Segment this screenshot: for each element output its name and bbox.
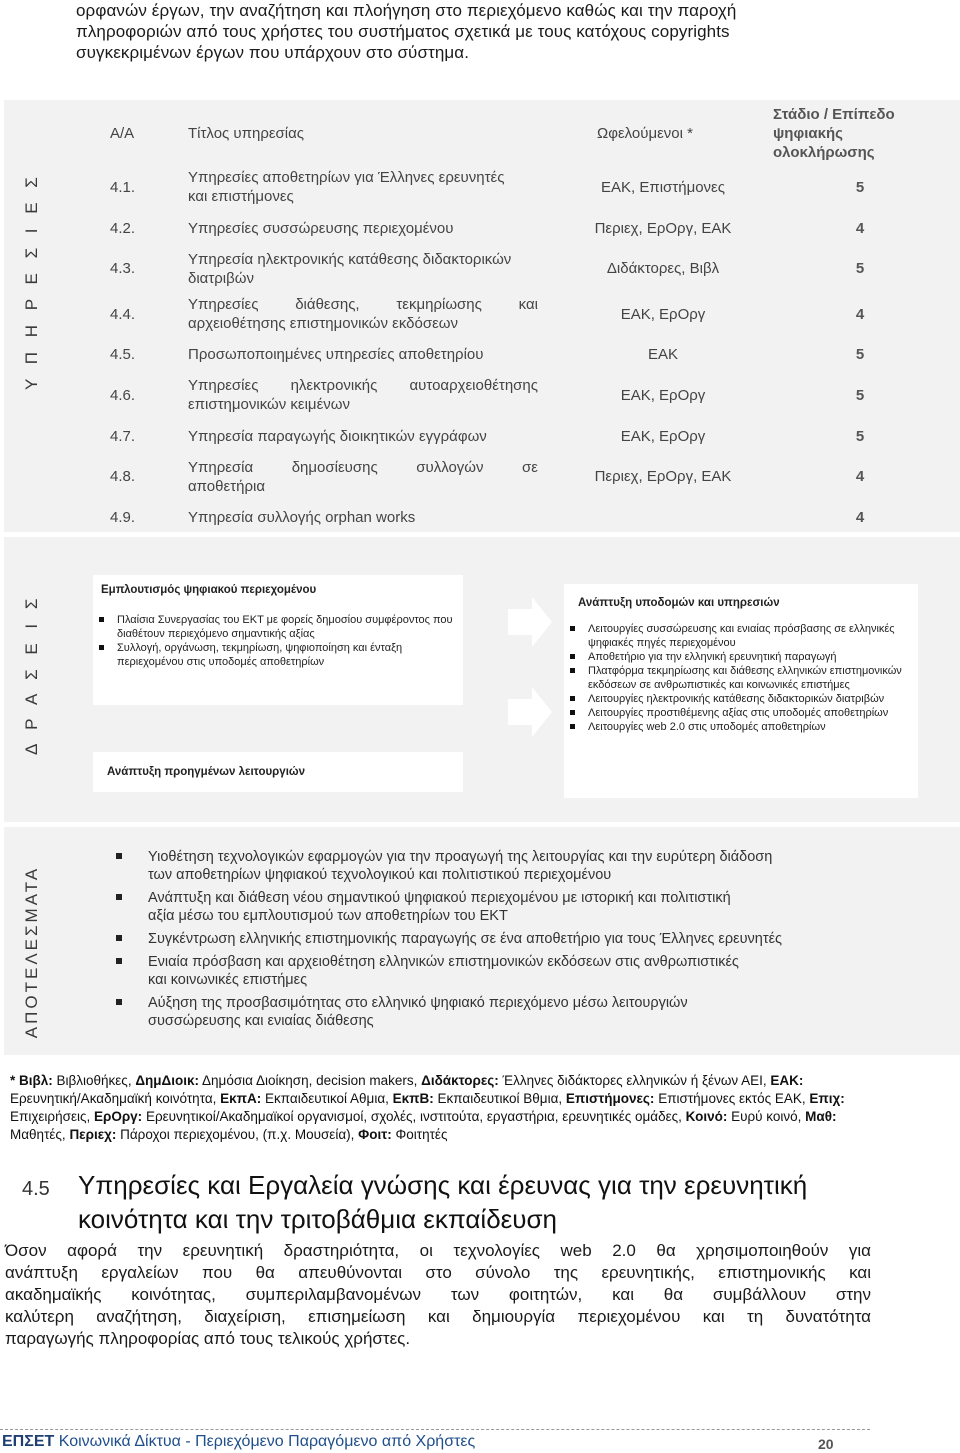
footer-title: Κοινωνικά Δίκτυα - Περιεχόμενο Παραγόμενο από Χρήστες (58, 1433, 476, 1450)
arrow-right-icon (508, 687, 552, 737)
row-stage: 5 (855, 428, 865, 445)
result-item: Συγκέντρωση ελληνικής επιστημονικής παραγωγής σε ένα αποθετήριο για τους Έλληνες ερευνητές (110, 930, 930, 948)
row-stage: 4 (855, 220, 865, 237)
header-title: Τίτλος υπηρεσίας (188, 125, 305, 142)
infrastructure-item: Λειτουργίες web 2.0 στις υποδομές αποθετηρίων (564, 720, 918, 734)
row-num: 4.4. (110, 306, 136, 323)
row-title: Υπηρεσίες συσσώρευσης περιεχομένου (188, 220, 454, 237)
enrichment-heading-box (93, 575, 463, 605)
infrastructure-item: Λειτουργίες συσσώρευσης και ενιαίας πρόσβασης σε ελληνικές ψηφιακές πηγές περιεχομένου (564, 622, 918, 650)
abbreviations-footnote: * Βιβλ: Βιβλιοθήκες, ΔημΔιοικ: Δημόσια Διοίκηση, decision makers, Διδάκτορες: Έλληνες διδάκτορες ελληνικών ή ξένων ΑΕΙ, ΕΑΚ: Ερευνητική/Ακαδημαϊκή κοινότητα, ΕκπΑ: Εκπαιδευτικοί Αθμια, ΕκπΒ: Εκπαιδευτικοί Βθμια, Επιστήμονες: Επιστήμονες εκτός ΕΑΚ, Επιχ: Επιχειρήσεις, ΕρΟργ: Ερευνητικοί/Ακαδημαϊκοί οργανισμοί, σχολές, ινστιτούτα, εργαστήρια, ερευνητικές ομάδες, Κοινό: Ευρύ κοινό, Μαθ: Μαθητές, Περιεχ: Πάροχοι περιεχομένου, (π.χ. Μουσεία), Φοιτ: Φοιτητές (10, 1073, 845, 1142)
result-item: Ενιαία πρόσβαση και αρχειοθέτηση ελληνικών επιστημονικών εκδόσεων στις ανθρωπιστικές και κοινωνικές επιστήμες (110, 953, 930, 989)
row-num: 4.6. (110, 387, 136, 404)
intro-line: πληροφοριών από τους χρήστες του συστήματος σχετικά με τους κατόχους copyrights (76, 22, 730, 41)
row-title: Υπηρεσία συλλογής orphan works (188, 509, 416, 526)
infrastructure-box (564, 584, 918, 798)
row-beneficiaries: Διδάκτορες, Βιβλ (606, 260, 720, 277)
header-stage-line: ψηφιακής (773, 125, 843, 142)
row-title: Υπηρεσίες αποθετηρίων για Έλληνες ερευνητές και επιστήμονες (188, 169, 505, 205)
footer-org: ΕΠΣΕΤ (2, 1433, 55, 1450)
footer-divider (0, 1429, 870, 1430)
row-num: 4.3. (110, 260, 136, 277)
row-beneficiaries: Περιεχ, ΕρΟργ, ΕΑΚ (594, 220, 732, 237)
row-stage: 5 (855, 260, 865, 277)
intro-line: ορφανών έργων, την αναζήτηση και πλοήγηση στο περιεχόμενο καθώς και την παροχή (76, 1, 737, 20)
header-beneficiaries: Ωφελούμενοι * (597, 125, 693, 142)
row-title: Υπηρεσία δημοσίευσης συλλογών σε αποθετήρια (188, 459, 538, 495)
body-line: ανάπτυξη εργαλείων που θα απευθύνονται στο σύνολο της ερευνητικής, επιστημονικής και (5, 1263, 871, 1282)
enrichment-item: Πλαίσια Συνεργασίας του ΕΚΤ με φορείς δημοσίου συμφέροντος που διαθέτουν περιεχόμενο σημαντικής αξίας (93, 613, 463, 641)
row-num: 4.7. (110, 428, 136, 445)
infrastructure-item: Λειτουργίες ηλεκτρονικής κατάθεσης διδακτορικών διατριβών (564, 692, 918, 706)
enrichment-item: Συλλογή, οργάνωση, τεκμηρίωση, ψηφιοποίηση και ένταξη περιεχομένου στις υποδομές αποθετηρίων (93, 641, 463, 669)
row-stage: 4 (855, 306, 865, 323)
infrastructure-item: Αποθετήριο για την ελληνική ερευνητική παραγωγή (564, 650, 918, 664)
intro-line: συγκεκριμένων έργων που υπάρχουν στο σύστημα. (76, 43, 470, 62)
row-beneficiaries: Περιεχ, ΕρΟργ, ΕΑΚ (594, 468, 732, 485)
body-line: Όσον αφορά την ερευνητική δραστηριότητα, οι τεχνολογίες web 2.0 θα χρησιμοποιηθούν για (5, 1241, 871, 1260)
row-num: 4.9. (110, 509, 136, 526)
enrichment-heading: Εμπλουτισμός ψηφιακού περιεχομένου (101, 584, 317, 596)
row-stage: 5 (855, 346, 865, 363)
header-stage-line: Στάδιο / Επίπεδο (773, 106, 895, 123)
row-title: Προσωποποιημένες υπηρεσίες αποθετηρίου (188, 346, 484, 363)
result-item: Ανάπτυξη και διάθεση νέου σημαντικού ψηφιακού περιεχομένου με ιστορική και πολιτιστική αξία μέσω του εμπλουτισμού των αποθετηρίων του ΕΚΤ (110, 889, 930, 925)
row-num: 4.2. (110, 220, 136, 237)
header-stage (773, 105, 923, 162)
results-list (110, 848, 930, 1035)
infrastructure-item: Λειτουργίες προστιθέμενης αξίας στις υποδομές αποθετηρίων (564, 706, 918, 720)
actions-side-label: Δ Ρ Α Σ Ε Ι Σ (22, 593, 41, 755)
row-beneficiaries: ΕΑΚ, Επιστήμονες (601, 179, 725, 196)
infrastructure-heading: Ανάπτυξη υποδομών και υπηρεσιών (578, 597, 780, 609)
row-title: Υπηρεσία παραγωγής διοικητικών εγγράφων (188, 428, 487, 445)
row-stage: 4 (855, 509, 865, 526)
section-number: 4.5 (22, 1178, 50, 1200)
row-num: 4.5. (110, 346, 136, 363)
row-beneficiaries: ΕΑΚ (647, 346, 678, 363)
body-line: ακαδημαϊκής κοινότητας, συμπεριλαμβανομένων των φοιτητών, και θα συμβάλλουν στην (5, 1285, 871, 1304)
row-num: 4.8. (110, 468, 136, 485)
page-number: 20 (818, 1436, 834, 1452)
services-side-label: Υ Π Η Ρ Ε Σ Ι Ε Σ (22, 172, 41, 390)
row-beneficiaries: ΕΑΚ, ΕρΟργ (620, 306, 706, 323)
advanced-functions-box (93, 752, 463, 792)
header-stage-line: ολοκλήρωσης (773, 144, 875, 161)
page-footer (2, 1433, 475, 1451)
body-line: παραγωγής πληροφορίας από τους τελικούς χρήστες. (5, 1329, 411, 1348)
row-beneficiaries: ΕΑΚ, ΕρΟργ (620, 428, 706, 445)
row-stage: 5 (855, 387, 865, 404)
arrow-right-icon (508, 597, 552, 647)
section-title: Υπηρεσίες και Εργαλεία γνώσης και έρευνας για την ερευνητική κοινότητα και την τριτοβάθμια εκπαίδευση (78, 1170, 808, 1234)
result-item: Αύξηση της προσβασιμότητας στο ελληνικό ψηφιακό περιεχόμενο μέσω λειτουργιών συσσώρευσης και ενιαίας διάθεσης (110, 994, 930, 1030)
header-num: Α/Α (110, 125, 135, 142)
results-side-label: ΑΠΟΤΕΛΕΣΜΑΤΑ (22, 865, 41, 1039)
row-title: Υπηρεσία ηλεκτρονικής κατάθεσης διδακτορικών διατριβών (188, 251, 512, 287)
result-item: Υιοθέτηση τεχνολογικών εφαρμογών για την προαγωγή της λειτουργίας και την ευρύτερη διάδοση των αποθετηρίων ψηφιακού τεχνολογικού και πολιτιστικού περιεχομένου (110, 848, 930, 884)
row-beneficiaries: ΕΑΚ, ΕρΟργ (620, 387, 706, 404)
body-paragraph (5, 1240, 871, 1350)
row-stage: 5 (855, 179, 865, 196)
advanced-functions-heading: Ανάπτυξη προηγμένων λειτουργιών (107, 766, 305, 778)
infrastructure-item: Πλατφόρμα τεκμηρίωσης και διάθεσης ελληνικών επιστημονικών εκδόσεων σε ανθρωπιστικές και κοινωνικές επιστήμες (564, 664, 918, 692)
body-line: καλύτερη αναζήτηση, διαχείριση, επισημείωση και δημιουργία περιεχομένου και τη δυνατότητα (5, 1307, 871, 1326)
row-title: Υπηρεσίες ηλεκτρονικής αυτοαρχειοθέτησης επιστημονικών κειμένων (188, 377, 538, 413)
enrichment-list-box (93, 605, 463, 705)
row-title: Υπηρεσίες διάθεσης, τεκμηρίωσης και αρχειοθέτησης επιστημονικών εκδόσεων (188, 296, 538, 332)
row-num: 4.1. (110, 179, 136, 196)
row-stage: 4 (855, 468, 865, 485)
intro-paragraph (76, 0, 876, 63)
